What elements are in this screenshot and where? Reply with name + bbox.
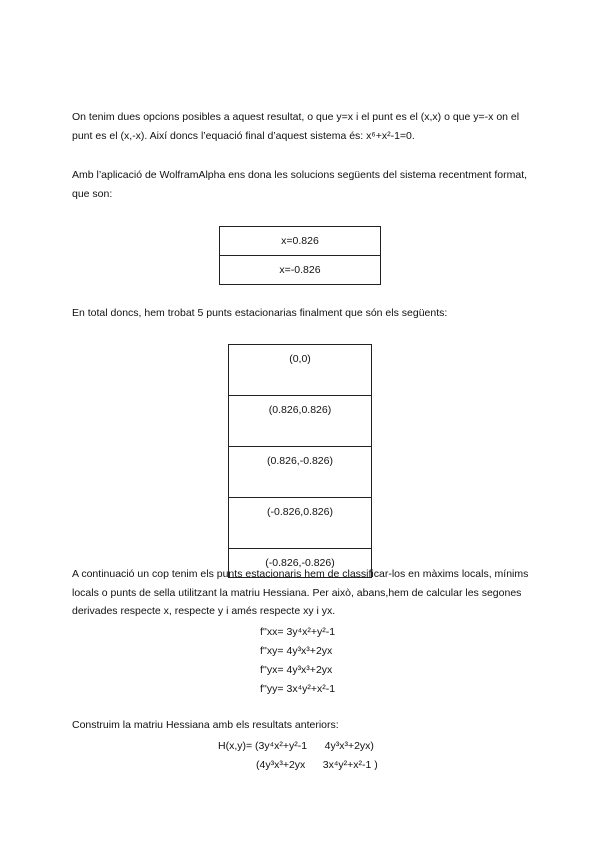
table-cell: x=-0.826 <box>220 256 381 285</box>
table-cell: x=0.826 <box>220 227 381 256</box>
paragraph-hessian-intro: Construim la matriu Hessiana amb els resultats anteriors: <box>72 719 339 731</box>
paragraph-classification: A continuació un cop tenim els punts estacionaris hem de classificar-los en màxims locals, mínims locals o punts de sella utilitzant la matriu Hessiana. Per això, abans,hem de calcular les segones derivades respecte x, respecte y i amés respecte xy i yx. <box>72 568 529 617</box>
table-row <box>220 256 381 285</box>
table-cell: (-0.826,-0.826) <box>229 549 372 578</box>
paragraph-equation-final: On tenim dues opcions posibles a aquest resultat, o que y=x i el punt es el (x,x) o que y=-x on el punt es el (x,-x). Així doncs l’equació final d’aquest sistema és: x⁶+x²-1=0. <box>72 111 520 142</box>
hessian-row-1: H(x,y)= (3y⁴x²+y²-1 4y³x³+2yx) <box>218 740 374 752</box>
paragraph-wolfram-solutions: Amb l’aplicació de WolframAlpha ens dona les solucions següents del sistema recentment format, que son: <box>72 169 528 200</box>
second-derivatives <box>260 623 460 699</box>
table-cell: (0.826,-0.826) <box>229 447 372 498</box>
table-cell: (0.826,0.826) <box>229 396 372 447</box>
table-cell: (-0.826,0.826) <box>229 498 372 549</box>
table-row <box>229 345 372 396</box>
table-row <box>229 498 372 549</box>
solutions-table <box>219 226 381 285</box>
derivative-fyx: f''yx= 4y³x³+2yx <box>260 664 333 676</box>
table-cell: (0,0) <box>229 345 372 396</box>
derivative-fxy: f''xy= 4y³x³+2yx <box>260 645 333 657</box>
stationary-points-table <box>228 344 372 578</box>
table-row <box>229 447 372 498</box>
derivative-fxx: f''xx= 3y⁴x²+y²-1 <box>260 626 336 638</box>
derivative-fyy: f''yy= 3x⁴y²+x²-1 <box>260 683 336 695</box>
hessian-row-2: (4y³x³+2yx 3x⁴y²+x²-1 ) <box>256 759 378 771</box>
table-row <box>220 227 381 256</box>
paragraph-stationary-points: En total doncs, hem trobat 5 punts estacionarias finalment que són els següents: <box>72 307 448 319</box>
table-row <box>229 396 372 447</box>
